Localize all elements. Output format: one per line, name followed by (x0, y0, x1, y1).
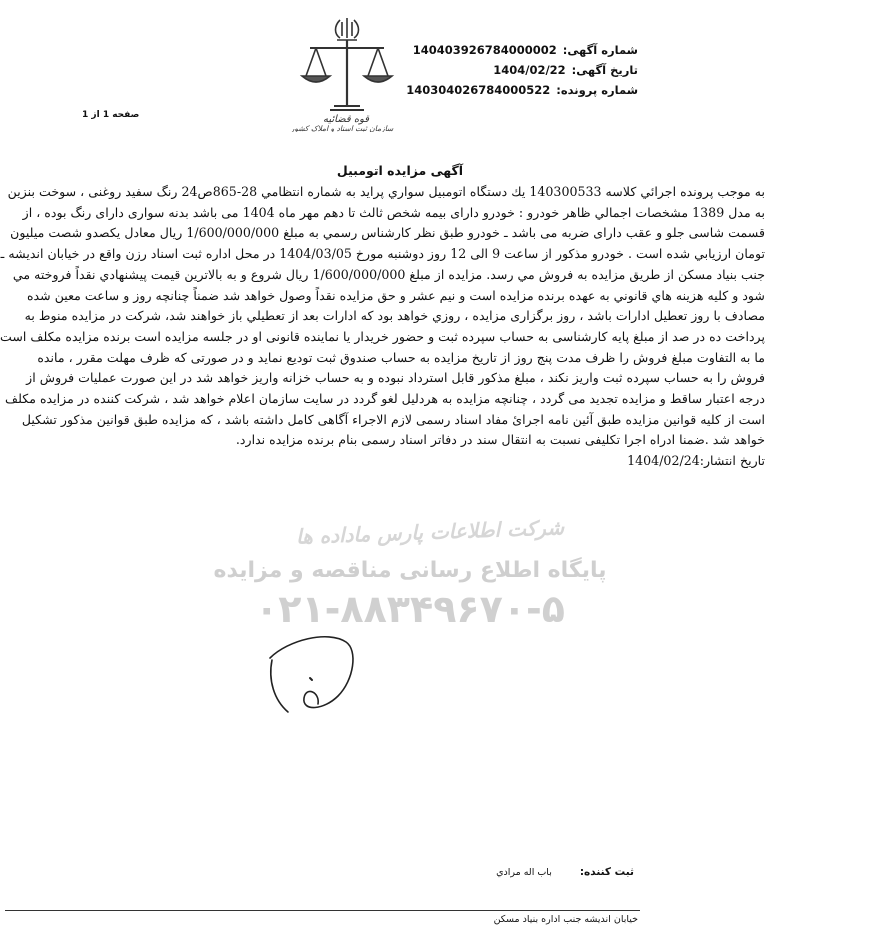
registrar-name: باب اله مرادي (496, 867, 552, 878)
ad-date-value: 1404/02/22 (493, 63, 566, 77)
notice-body-text: به موجب پرونده اجرائي کلاسه 140300533 يك دستگاه اتومبيل سواري پرايد به شماره انتظامي 28-865ص24 رنگ سفيد روغنی ، سوخت بنزین به مدل 1389 مشخصات اجمالي ظاهر خودرو : خودرو دارای بیمه شخص ثالث تا دهم مهر ماه 1404 می باشد بدنه سواری دارای رنگ بوده ، از قسمت شاسی جلو و عقب دارای ضربه می باشد ـ خودرو طبق نظر کارشناس رسمي به مبلغ 1/600/000/000 ریال معادل یکصدو شصت میلیون تومان ارزيابي شده است . خودرو مذکور از ساعت 9 الی 12 روز دوشنبه مورخ 1404/03/05 در محل اداره ثبت اسناد رزن واقع در خیابان اندیشه ـ جنب بنیاد مسکن از طريق مزايده به فروش مي رسد. مزايده از مبلغ 1/600/000/000 ريال شروع و به بالاترين قيمت پيشنهادي نقداً فروخته مي شود و كليه هزينه هاي قانوني به عهده برنده مزايده است و نیم عشر و حق مزایده نقداً وصول خواهد شد ضمناً چنانچه روز و ساعت معين شده مصادف با روز تعطيل ادارات باشد ، روز برگزاری مزایده ، روزي خواهد بود كه ادارات بعد از تعطيلي باز خواهند شد، شرکت در مزایده منوط به پرداخت ده در صد از مبلغ پایه کارشناسی به حساب سپرده ثبت و حضور خریدار یا نماینده قانونی او در جلسه مزایده است برنده مزایده مکلف است ما به التفاوت مبلغ فروش را ظرف مدت پنج روز از تاریخ مزایده به حساب صندوق ثبت تودیع نماید و در صورتی که ظرف مهلت مقرر ، مانده فروش را به حساب سپرده ثبت واریز نکند ، مبلغ مذکور قابل استرداد نبوده و به حساب خزانه واریز خواهد شد در این صورت عملیات فروش از درجه اعتبار ساقط و مزایده تجدید می گردد ، چنانچه مزایده به هردلیل لغو گردد در سایت سازمان اعلام خواهد شد ، شرکت کننده در مزایده مکلف است از کلیه قوانین مزایده طبق آئین نامه اجرائ مفاد اسناد رسمی لازم الاجراء آگاهی کامل داشته باشد ، که مزایده طبق قوانین مذکور تشکیل خواهد شد .ضمنا ادراه اجرا تکلیفی نسبت به انتقال سند در دفاتر اسناد رسمی بنام برنده مزایده ندارد. (0, 184, 765, 448)
registrar-label: ثبت کننده: (579, 866, 634, 878)
emblem-caption-1: قوه قضائیه (322, 114, 370, 125)
file-number-label: شماره پرونده: (556, 83, 638, 97)
ad-number-label: شماره آگهی: (562, 43, 638, 57)
scales-of-justice-icon (282, 14, 412, 132)
file-number-row (406, 80, 638, 100)
watermark-company: شرکت اطلاعات پارس ماداده ها (295, 515, 565, 549)
registrar (496, 866, 634, 878)
notice-meta (406, 40, 638, 100)
judiciary-emblem-logo (282, 14, 412, 132)
notice-title: آگهی مزایده اتومبیل (336, 163, 464, 178)
ad-date-row (406, 60, 638, 80)
ad-number-row (406, 40, 638, 60)
handwritten-signature (258, 620, 368, 730)
page-indicator: صفحه 1 از 1 (82, 110, 140, 120)
watermark-portal: پایگاه اطلاع رسانی مناقصه و مزایده (213, 558, 607, 583)
footer-divider (5, 910, 640, 911)
ad-number-value: 140403926784000002 (412, 43, 557, 57)
watermark (200, 515, 620, 631)
signature-scribble-icon (258, 620, 368, 730)
ad-date-label: تاریخ آگهی: (571, 63, 638, 77)
notice-footer (0, 866, 884, 936)
file-number-value: 140304026784000522 (406, 83, 551, 97)
watermark-phone: ۰۲۱-۸۸۳۴۹۶۷۰-۵ (255, 587, 565, 631)
emblem-caption-2: سازمان ثبت اسناد و املاک کشور (290, 124, 394, 132)
office-address: خیابان اندیشه جنب اداره بنیاد مسکن (493, 914, 638, 925)
notice-body (0, 182, 765, 472)
publish-date: تاریخ انتشار:1404/02/24 (627, 453, 765, 469)
